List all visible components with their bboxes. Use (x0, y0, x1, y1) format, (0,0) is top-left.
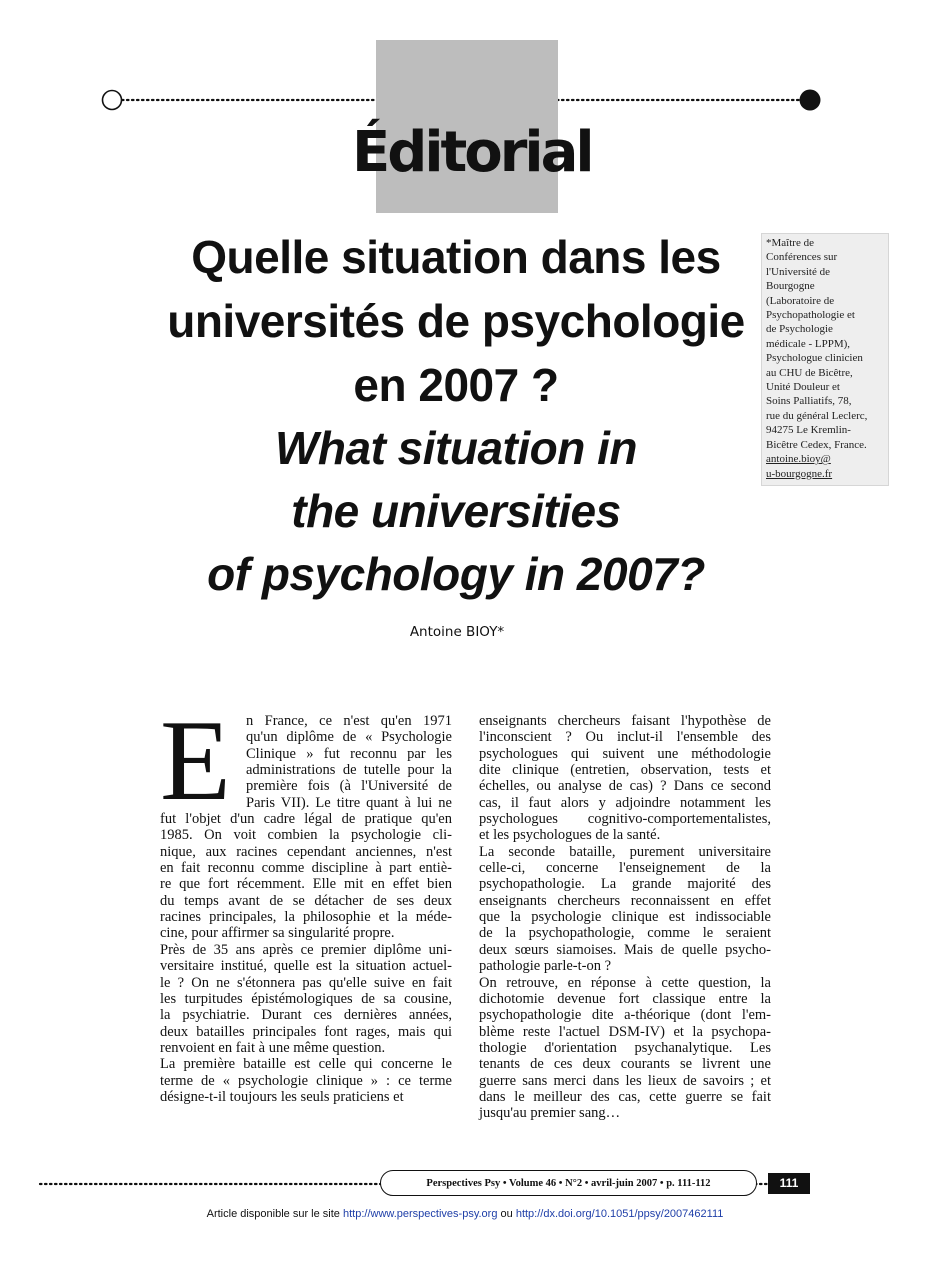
body-text-line: fut l'objet d'un cadre légal de pratique qu'en (160, 811, 452, 828)
body-text-line: La première bataille est celle qui concerne le (160, 1056, 452, 1073)
body-text-line: en fait reconnu comme discipline à part entiè- (160, 860, 452, 877)
journal-date: avril-juin 2007 (591, 1178, 658, 1189)
body-text-line: dans le meilleur des cas, cette guerre se fait (479, 1088, 771, 1105)
body-text-line: racines principales, la philosophie et la méde- (160, 909, 452, 926)
title-english-line: of psychology in 2007? (207, 548, 705, 600)
affiliation-note (761, 233, 889, 486)
author-name: Antoine BIOY* (409, 624, 505, 640)
body-text-line: Paris VII). Le titre quant à lui ne (246, 794, 452, 811)
affiliation-line: Soins Palliatifs, 78, (766, 395, 852, 408)
title-french-line: universités de psychologie (167, 295, 745, 347)
body-text-line: enseignants chercheurs faisant l'hypothèse de (479, 713, 771, 729)
body-text-line: 1985. On voit combien la psychologie cli- (160, 827, 452, 844)
title-english-line: What situation in (274, 422, 637, 474)
affiliation-line: Unité Douleur et (766, 381, 840, 394)
body-text-line: On retrouve, en réponse à cette question, la (479, 974, 771, 991)
affiliation-line: 94275 Le Kremlin- (766, 424, 851, 437)
availability-middle: ou (500, 1208, 513, 1220)
body-text-line: thologie d'orientation psychanalytique. Les (479, 1039, 771, 1056)
body-text-line: guerre sans merci dans les lieux de savoirs ; et (479, 1072, 771, 1089)
affiliation-line: rue du général Leclerc, (766, 409, 868, 422)
body-text-line: jusqu'au premier sang… (479, 1105, 621, 1122)
affiliation-line: de Psychologie (766, 323, 833, 336)
body-text-line: n France, ce n'est qu'en 1971 (246, 713, 452, 729)
body-text-line: deux sœurs siamoises. Mais de quelle psycho- (479, 941, 771, 958)
availability-notice (100, 1208, 830, 1220)
body-text-line: désigne-t-il toujours les seuls praticiens et (160, 1088, 404, 1105)
affiliation-line: Psychologue clinicien (766, 352, 863, 365)
body-text-line: re que fort récemment. Elle mit en effet bien (160, 876, 452, 893)
body-text-line: qu'un diplôme de « Psychologie (246, 729, 452, 746)
separator-bullet: • (659, 1178, 667, 1189)
affiliation-line: au CHU de Bicêtre, (766, 366, 853, 379)
website-link[interactable]: http://www.perspectives-psy.org (342, 1208, 498, 1220)
affiliation-line: *Maître de (766, 237, 814, 249)
body-column-left (160, 713, 452, 1105)
separator-bullet: • (502, 1178, 509, 1189)
journal-pages: p. 111-112 (666, 1178, 711, 1189)
title-french-line: Quelle situation dans les (191, 231, 721, 283)
affiliation-line: Psychopathologie et (766, 309, 855, 322)
affiliation-line: (Laboratoire de (766, 294, 835, 307)
body-text-line: la psychiatrie. Durant ces dernières années, (160, 1007, 452, 1024)
drop-cap: E (160, 697, 231, 825)
body-text-line: première fois (à l'Université de (246, 778, 452, 795)
body-text-line: enseignants chercheurs reconnaissent en effet (479, 892, 771, 909)
body-paragraph-intro (160, 713, 452, 811)
doi-link[interactable]: http://dx.doi.org/10.1051/ppsy/2007462111 (515, 1208, 724, 1220)
title-english (150, 417, 762, 606)
body-text-line: du temps avant de se détacher de ses deux (160, 892, 452, 909)
affiliation-line: l'Université de (766, 265, 830, 278)
body-text-line: et les psychologues de la santé. (479, 827, 661, 844)
title-english-line: the universities (291, 485, 621, 537)
affiliation-line: Bicêtre Cedex, France. (766, 438, 867, 451)
affiliation-line: médicale - LPPM), (766, 337, 851, 350)
body-text-line: deux batailles principales font rages, mais qui (160, 1023, 452, 1040)
body-text-line: psychopathologie dite a-théorique (dont l'em- (479, 1007, 771, 1024)
author-email-link[interactable]: u-bourgogne.fr (766, 467, 833, 480)
body-text-line: cine, pour affirmer sa singularité propre. (160, 925, 395, 942)
body-text-line: tenants de ces deux courants se livrent une (479, 1056, 771, 1073)
body-text-line: l'inconscient ? Ou inclut-il l'ensemble des (479, 729, 771, 746)
availability-prefix: Article disponible sur le site (206, 1208, 340, 1220)
body-text-line: dichotomie devenue fort classique entre la (479, 990, 771, 1007)
body-text-line: renvoient en fait à une même question. (160, 1039, 386, 1056)
body-text-line: celle-ci, concerne l'enseignement de la (479, 860, 771, 877)
body-column-right (479, 713, 771, 1122)
body-text-line: psychopathologie. La grande majorité des (479, 876, 771, 893)
journal-citation (380, 1170, 757, 1196)
body-text-line: Près de 35 ans après ce premier diplôme uni- (160, 941, 452, 958)
body-text-line: que la psychologie clinique est indissociable (479, 909, 771, 926)
body-text-line: cas, il faut alors y adjoindre notamment les (479, 794, 771, 811)
body-text-line: psychologues qui suivent une méthodologie (479, 745, 771, 762)
page-number: 111 (768, 1173, 810, 1194)
body-text-line: blème reste l'actuel DSM-IV) et la psychopa- (479, 1023, 771, 1040)
title-french-line: en 2007 ? (353, 359, 559, 411)
affiliation-line: Bourgogne (766, 280, 815, 293)
body-text-line: La seconde bataille, purement universitaire (479, 843, 771, 860)
separator-bullet: • (584, 1178, 592, 1189)
section-label: Éditorial (352, 120, 592, 185)
body-text-line: de la psychopathologie, comme le seraient (479, 925, 771, 942)
body-paragraphs (160, 811, 452, 1105)
body-text-line: le ? On ne s'étonnera pas qu'elle suive en fait (160, 974, 452, 991)
journal-volume: Volume 46 (508, 1178, 557, 1189)
body-text-line: versitaire institué, quelle est la situation actuel- (160, 958, 452, 975)
separator-bullet: • (558, 1178, 566, 1189)
body-text-line: psychologues cognitivo-comportementalistes, (479, 811, 771, 828)
body-text-line: Clinique » fut reconnu par les (246, 745, 452, 762)
body-text-line: pathologie parle-t-on ? (479, 958, 612, 975)
title-french (150, 225, 762, 417)
journal-name: Perspectives Psy (426, 1178, 501, 1189)
author-email-link[interactable]: antoine.bioy@ (766, 453, 831, 466)
body-text-line: administrations de tutelle pour la (246, 762, 452, 779)
body-text-line: dite clinique (entretien, observation, tests et (479, 762, 771, 779)
body-text-line: les turpitudes épistémologiques de sa cousine, (160, 990, 452, 1007)
affiliation-line: Conférences sur (766, 251, 838, 264)
body-text-line: terme de « psychologie clinique » : ce terme (160, 1072, 452, 1089)
body-text-line: échelles, ou analyse de cas) ? Dans ce second (479, 778, 771, 795)
journal-issue: N°2 (565, 1178, 583, 1189)
body-text-line: nique, aux racines cependant anciennes, n'est (160, 843, 452, 860)
